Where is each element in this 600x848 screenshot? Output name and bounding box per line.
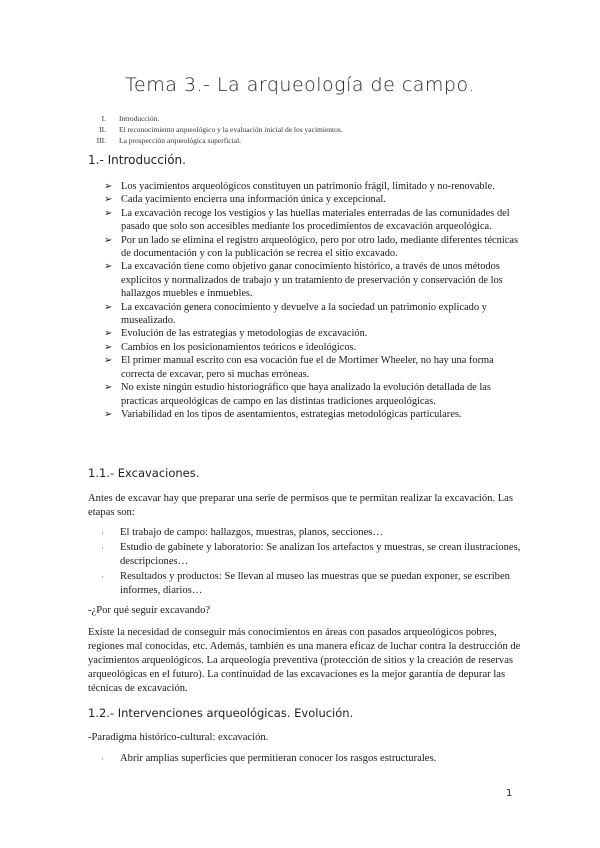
arrow-bullet-icon: ➢ bbox=[104, 261, 113, 273]
arrow-bullet-icon: ➢ bbox=[104, 355, 113, 367]
list-item: · Abrir amplias superficies que permitieran conocer los rasgos estructurales. bbox=[101, 753, 437, 764]
toc-number: I. bbox=[101, 114, 106, 123]
arrow-bullet-icon: ➢ bbox=[104, 181, 113, 192]
arrow-bullet-icon: ➢ bbox=[104, 408, 113, 420]
arrow-bullet-icon: ➢ bbox=[104, 207, 113, 219]
list-item: ➢ Evolución de las estrategias y metodologías de excavación. bbox=[104, 328, 368, 340]
arrow-bullet-icon: ➢ bbox=[104, 382, 113, 394]
stages-list bbox=[101, 526, 521, 599]
arrow-bullet-icon: ➢ bbox=[104, 341, 113, 353]
dot-bullet-icon: · bbox=[101, 572, 104, 582]
paradigm-text: -Paradigma histórico-cultural: excavación. bbox=[88, 732, 269, 743]
arrow-bullet-icon: ➢ bbox=[104, 194, 113, 206]
list-item: ➢ La excavación genera conocimiento y devuelve a la sociedad un patrimonio explicado y musealizado. bbox=[104, 301, 487, 327]
document-title: Tema 3.- La arqueología de campo. bbox=[125, 74, 475, 96]
list-item: ➢ Los yacimientos arqueológicos constituyen un patrimonio frágil, limitado y no-renovable. bbox=[104, 181, 495, 192]
list-item: · Resultados y productos: Se llevan al museo las muestras que se puedan exponer, se escriben informes, diarios… bbox=[101, 571, 510, 596]
toc-text: Introducción. bbox=[119, 114, 160, 123]
arrow-bullet-icon: ➢ bbox=[104, 301, 113, 313]
answer-paragraph: Existe la necesidad de conseguir más conocimientos en áreas con pasados arqueológicos pobres, regiones mal conocidas, etc. Además, también es una manera eficaz de luchar contra la destrucción de yacimientos arqueológicos. La arqueología preventiva (protección de sitios y la creación de reservas arqueológicas en el futuro). La continuidad de las excavaciones es la mejor garantía de depurar las técnicas de excavación. bbox=[88, 627, 521, 694]
dot-bullet-icon: · bbox=[101, 528, 104, 538]
list-item: · Estudio de gabinete y laboratorio: Se analizan los artefactos y muestras, se crean ilustraciones, descripciones… bbox=[101, 542, 521, 567]
list-item: ➢ Por un lado se elimina el registro arqueológico, pero por otro lado, mediante diferentes técnicas de documentación y con la publicación se recrea el sitio excavado. bbox=[104, 234, 519, 260]
section-heading-intervenciones: 1.2.- Intervenciones arqueológicas. Evolución. bbox=[88, 706, 354, 720]
arrow-bullet-icon: ➢ bbox=[104, 234, 113, 246]
toc-text: El reconocimiento arqueológico y la evaluación inicial de los yacimientos. bbox=[119, 125, 343, 134]
list-item: ➢ La excavación tiene como objetivo ganar conocimiento histórico, a través de unos métodos explícitos y normalizados de trabajo y un tratamiento de preservación y conservación de los hallazgos muebles e inmuebles. bbox=[104, 261, 503, 300]
section-heading-introduccion: 1.- Introducción. bbox=[88, 153, 186, 167]
table-of-contents bbox=[88, 113, 343, 146]
arrow-bullet-icon: ➢ bbox=[104, 328, 113, 340]
toc-item bbox=[88, 124, 343, 135]
toc-text: La prospección arqueológica superficial. bbox=[119, 136, 242, 145]
excavaciones-intro: Antes de excavar hay que preparar una serie de permisos que te permitan realizar la excavación. Las etapas son: bbox=[88, 493, 514, 518]
question-text: -¿Por qué seguir excavando? bbox=[88, 605, 211, 616]
intro-bullet-list bbox=[104, 180, 524, 421]
dot-bullet-icon: · bbox=[101, 754, 104, 764]
list-item: ➢ El primer manual escrito con esa vocación fue el de Mortimer Wheeler, no hay una forma correcta de excavar, pero si muchas erróneas. bbox=[104, 355, 494, 380]
list-item: ➢ No existe ningún estudio historiográfico que haya analizado la evolución detallada de las practicas arqueológicas de campo en las distintas tradiciones arqueológicas. bbox=[104, 382, 491, 407]
list-item: · El trabajo de campo: hallazgos, muestras, planos, secciones… bbox=[101, 527, 383, 538]
list-item: ➢ Cambios en los posicionamientos teóricos e ideológicos. bbox=[104, 341, 357, 353]
toc-number: III. bbox=[96, 136, 106, 145]
toc-item bbox=[88, 113, 343, 124]
toc-item bbox=[88, 135, 343, 146]
section-heading-excavaciones: 1.1.- Excavaciones. bbox=[88, 466, 200, 480]
list-item: ➢ Cada yacimiento encierra una información única y excepcional. bbox=[104, 194, 386, 206]
paradigm-list bbox=[101, 752, 521, 767]
list-item: ➢ La excavación recoge los vestigios y las huellas materiales enterradas de las comunidades del pasado que solo son accesibles mediante los procedimientos de excavación arqueológica. bbox=[104, 207, 510, 233]
toc-number: II. bbox=[99, 125, 106, 134]
list-item: ➢ Variabilidad en los tipos de asentamientos, estrategias metodológicas particulares. bbox=[104, 408, 462, 420]
page-number: 1 bbox=[506, 788, 513, 799]
dot-bullet-icon: · bbox=[101, 543, 104, 553]
